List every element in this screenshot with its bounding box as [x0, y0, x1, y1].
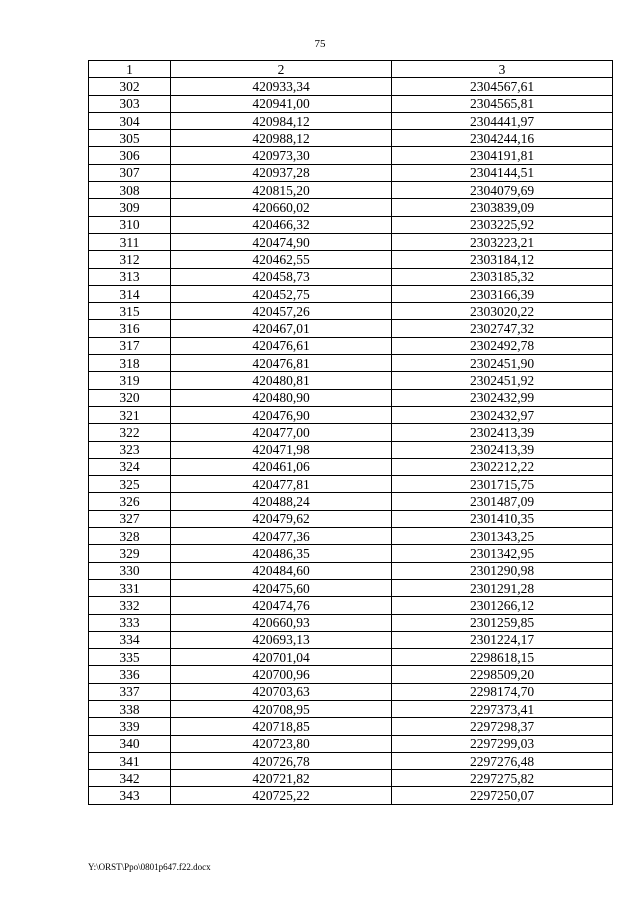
table-row: [89, 614, 613, 631]
x-coordinate-cell: 420480,81: [171, 372, 392, 389]
table-row: [89, 320, 613, 337]
x-coordinate-cell: 420933,34: [171, 78, 392, 95]
table-row: [89, 78, 613, 95]
point-number-cell: 335: [89, 649, 171, 666]
point-number-cell: 326: [89, 493, 171, 510]
point-number-cell: 330: [89, 562, 171, 579]
point-number-cell: 313: [89, 268, 171, 285]
x-coordinate-cell: 420452,75: [171, 285, 392, 302]
table-row: [89, 476, 613, 493]
x-coordinate-cell: 420725,22: [171, 787, 392, 804]
y-coordinate-cell: 2304244,16: [392, 130, 613, 147]
table-row: [89, 545, 613, 562]
x-coordinate-cell: 420475,60: [171, 579, 392, 596]
x-coordinate-cell: 420973,30: [171, 147, 392, 164]
y-coordinate-cell: 2303225,92: [392, 216, 613, 233]
point-number-cell: 325: [89, 476, 171, 493]
y-coordinate-cell: 2301487,09: [392, 493, 613, 510]
table-row: [89, 233, 613, 250]
x-coordinate-cell: 420458,73: [171, 268, 392, 285]
y-coordinate-cell: 2303839,09: [392, 199, 613, 216]
point-number-cell: 340: [89, 735, 171, 752]
point-number-cell: 334: [89, 631, 171, 648]
point-number-cell: 328: [89, 528, 171, 545]
x-coordinate-cell: 420708,95: [171, 700, 392, 717]
y-coordinate-cell: 2297276,48: [392, 752, 613, 769]
point-number-cell: 322: [89, 424, 171, 441]
y-coordinate-cell: 2304567,61: [392, 78, 613, 95]
x-coordinate-cell: 420477,00: [171, 424, 392, 441]
y-coordinate-cell: 2304144,51: [392, 164, 613, 181]
x-coordinate-cell: 420467,01: [171, 320, 392, 337]
y-coordinate-cell: 2301410,35: [392, 510, 613, 527]
table-row: [89, 199, 613, 216]
x-coordinate-cell: 420479,62: [171, 510, 392, 527]
point-number-cell: 312: [89, 251, 171, 268]
x-coordinate-cell: 420937,28: [171, 164, 392, 181]
y-coordinate-cell: 2303223,21: [392, 233, 613, 250]
y-coordinate-cell: 2304441,97: [392, 112, 613, 129]
table-row: [89, 441, 613, 458]
table-row: [89, 770, 613, 787]
point-number-cell: 303: [89, 95, 171, 112]
x-coordinate-cell: 420721,82: [171, 770, 392, 787]
x-coordinate-cell: 420941,00: [171, 95, 392, 112]
table-row: [89, 458, 613, 475]
table-row: [89, 95, 613, 112]
table-row: [89, 182, 613, 199]
y-coordinate-cell: 2304191,81: [392, 147, 613, 164]
x-coordinate-cell: 420477,36: [171, 528, 392, 545]
table-row: [89, 337, 613, 354]
table-row: [89, 372, 613, 389]
x-coordinate-cell: 420701,04: [171, 649, 392, 666]
table-row: [89, 251, 613, 268]
x-coordinate-cell: 420723,80: [171, 735, 392, 752]
footer-file-path: Y:\ORST\Ppo\0801p647.f22.docx: [88, 862, 211, 872]
point-number-cell: 333: [89, 614, 171, 631]
table-row: [89, 285, 613, 302]
point-number-cell: 311: [89, 233, 171, 250]
table-row: [89, 700, 613, 717]
y-coordinate-cell: 2303185,32: [392, 268, 613, 285]
x-coordinate-cell: 420466,32: [171, 216, 392, 233]
y-coordinate-cell: 2303184,12: [392, 251, 613, 268]
point-number-cell: 315: [89, 303, 171, 320]
x-coordinate-cell: 420693,13: [171, 631, 392, 648]
y-coordinate-cell: 2297298,37: [392, 718, 613, 735]
x-coordinate-cell: 420486,35: [171, 545, 392, 562]
point-number-cell: 317: [89, 337, 171, 354]
y-coordinate-cell: 2301343,25: [392, 528, 613, 545]
table-row: [89, 130, 613, 147]
point-number-cell: 323: [89, 441, 171, 458]
y-coordinate-cell: 2302747,32: [392, 320, 613, 337]
y-coordinate-cell: 2303020,22: [392, 303, 613, 320]
y-coordinate-cell: 2301291,28: [392, 579, 613, 596]
table-body: [89, 78, 613, 804]
table-row: [89, 147, 613, 164]
y-coordinate-cell: 2297275,82: [392, 770, 613, 787]
point-number-cell: 304: [89, 112, 171, 129]
point-number-cell: 314: [89, 285, 171, 302]
y-coordinate-cell: 2301342,95: [392, 545, 613, 562]
y-coordinate-cell: 2297373,41: [392, 700, 613, 717]
point-number-cell: 327: [89, 510, 171, 527]
x-coordinate-cell: 420480,90: [171, 389, 392, 406]
table-row: [89, 424, 613, 441]
table-row: [89, 389, 613, 406]
y-coordinate-cell: 2302451,92: [392, 372, 613, 389]
point-number-cell: 336: [89, 666, 171, 683]
y-coordinate-cell: 2297250,07: [392, 787, 613, 804]
point-number-cell: 320: [89, 389, 171, 406]
point-number-cell: 338: [89, 700, 171, 717]
point-number-cell: 318: [89, 355, 171, 372]
y-coordinate-cell: 2297299,03: [392, 735, 613, 752]
table-row: [89, 528, 613, 545]
column-header: 3: [392, 61, 613, 78]
table-row: [89, 562, 613, 579]
point-number-cell: 337: [89, 683, 171, 700]
x-coordinate-cell: 420726,78: [171, 752, 392, 769]
x-coordinate-cell: 420461,06: [171, 458, 392, 475]
table-row: [89, 683, 613, 700]
x-coordinate-cell: 420476,90: [171, 406, 392, 423]
y-coordinate-cell: 2302432,99: [392, 389, 613, 406]
y-coordinate-cell: 2302492,78: [392, 337, 613, 354]
table-row: [89, 597, 613, 614]
table-row: [89, 718, 613, 735]
table-row: [89, 649, 613, 666]
column-header: 1: [89, 61, 171, 78]
point-number-cell: 316: [89, 320, 171, 337]
y-coordinate-cell: 2301224,17: [392, 631, 613, 648]
table-row: [89, 752, 613, 769]
x-coordinate-cell: 420474,76: [171, 597, 392, 614]
point-number-cell: 342: [89, 770, 171, 787]
x-coordinate-cell: 420476,81: [171, 355, 392, 372]
page-number: 75: [314, 38, 326, 50]
table-row: [89, 631, 613, 648]
table-row: [89, 406, 613, 423]
x-coordinate-cell: 420984,12: [171, 112, 392, 129]
table-row: [89, 510, 613, 527]
y-coordinate-cell: 2298174,70: [392, 683, 613, 700]
x-coordinate-cell: 420988,12: [171, 130, 392, 147]
point-number-cell: 331: [89, 579, 171, 596]
point-number-cell: 309: [89, 199, 171, 216]
x-coordinate-cell: 420660,02: [171, 199, 392, 216]
table-row: [89, 112, 613, 129]
y-coordinate-cell: 2304565,81: [392, 95, 613, 112]
x-coordinate-cell: 420457,26: [171, 303, 392, 320]
y-coordinate-cell: 2301715,75: [392, 476, 613, 493]
table-row: [89, 216, 613, 233]
x-coordinate-cell: 420471,98: [171, 441, 392, 458]
point-number-cell: 341: [89, 752, 171, 769]
point-number-cell: 329: [89, 545, 171, 562]
table-row: [89, 164, 613, 181]
point-number-cell: 319: [89, 372, 171, 389]
table-row: [89, 579, 613, 596]
table-row: [89, 303, 613, 320]
y-coordinate-cell: 2302212,22: [392, 458, 613, 475]
point-number-cell: 308: [89, 182, 171, 199]
table-header-row: [89, 61, 613, 78]
x-coordinate-cell: 420477,81: [171, 476, 392, 493]
y-coordinate-cell: 2298509,20: [392, 666, 613, 683]
x-coordinate-cell: 420474,90: [171, 233, 392, 250]
point-number-cell: 339: [89, 718, 171, 735]
y-coordinate-cell: 2302413,39: [392, 441, 613, 458]
point-number-cell: 306: [89, 147, 171, 164]
table-row: [89, 493, 613, 510]
y-coordinate-cell: 2303166,39: [392, 285, 613, 302]
point-number-cell: 324: [89, 458, 171, 475]
point-number-cell: 343: [89, 787, 171, 804]
x-coordinate-cell: 420700,96: [171, 666, 392, 683]
y-coordinate-cell: 2301266,12: [392, 597, 613, 614]
table-row: [89, 787, 613, 804]
y-coordinate-cell: 2302451,90: [392, 355, 613, 372]
point-number-cell: 310: [89, 216, 171, 233]
x-coordinate-cell: 420488,24: [171, 493, 392, 510]
y-coordinate-cell: 2301259,85: [392, 614, 613, 631]
x-coordinate-cell: 420660,93: [171, 614, 392, 631]
table-row: [89, 666, 613, 683]
x-coordinate-cell: 420718,85: [171, 718, 392, 735]
y-coordinate-cell: 2304079,69: [392, 182, 613, 199]
x-coordinate-cell: 420703,63: [171, 683, 392, 700]
x-coordinate-cell: 420815,20: [171, 182, 392, 199]
column-header: 2: [171, 61, 392, 78]
y-coordinate-cell: 2302432,97: [392, 406, 613, 423]
y-coordinate-cell: 2302413,39: [392, 424, 613, 441]
table-row: [89, 735, 613, 752]
point-number-cell: 321: [89, 406, 171, 423]
table-row: [89, 268, 613, 285]
x-coordinate-cell: 420462,55: [171, 251, 392, 268]
point-number-cell: 305: [89, 130, 171, 147]
x-coordinate-cell: 420476,61: [171, 337, 392, 354]
table-row: [89, 355, 613, 372]
x-coordinate-cell: 420484,60: [171, 562, 392, 579]
y-coordinate-cell: 2301290,98: [392, 562, 613, 579]
point-number-cell: 332: [89, 597, 171, 614]
point-number-cell: 302: [89, 78, 171, 95]
point-number-cell: 307: [89, 164, 171, 181]
y-coordinate-cell: 2298618,15: [392, 649, 613, 666]
coordinates-table: [88, 60, 613, 805]
